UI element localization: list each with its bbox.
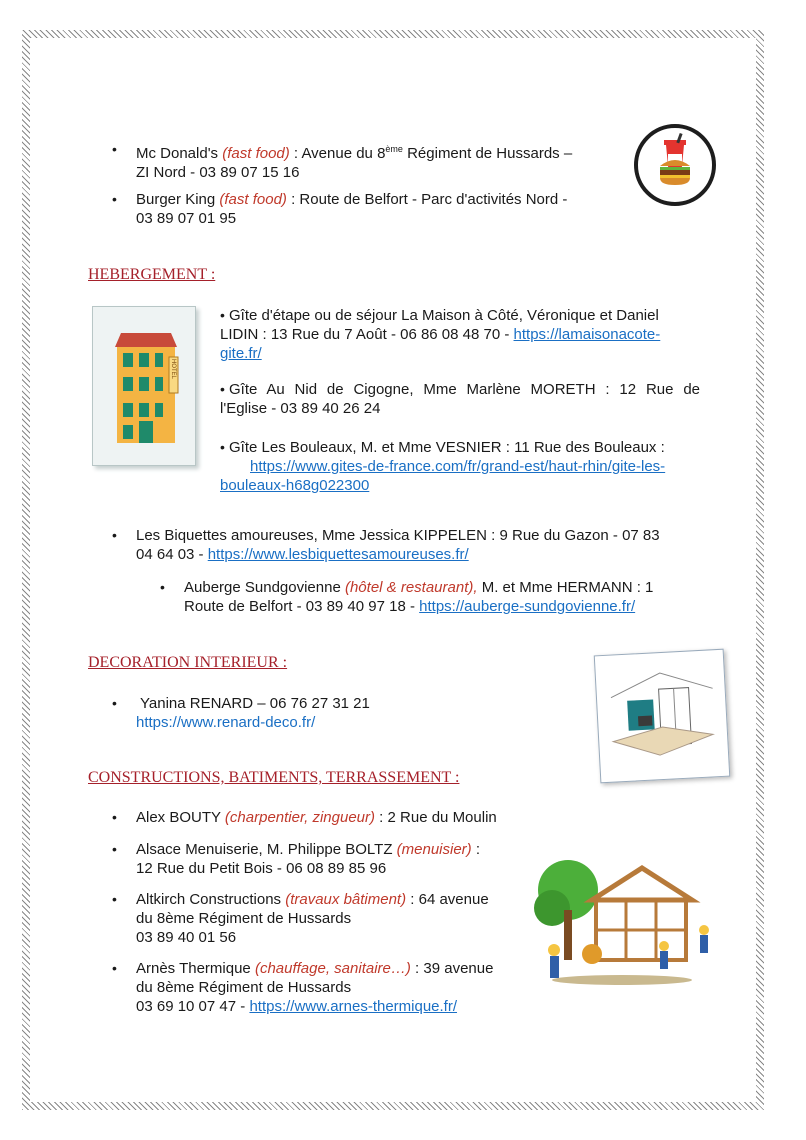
hotel-sign: HOTEL bbox=[170, 359, 176, 380]
list-item: • Alex BOUTY (charpentier, zingueur) : 2 Rue du Moulin bbox=[112, 809, 497, 826]
list-item: • Burger King (fast food) : Route de Belfort - Parc d'activités Nord - 03 89 07 01 95 bbox=[112, 191, 568, 227]
link-lesbiquettes[interactable]: https://www.lesbiquettesamoureuses.fr/ bbox=[207, 546, 469, 563]
list-item: • Alsace Menuiserie, M. Philippe BOLTZ (menuisier) : 12 Rue du Petit Bois - 06 08 89 85 96 bbox=[112, 841, 481, 877]
link-gites-de-france-cont[interactable]: bouleaux-h68g022300 bbox=[220, 477, 370, 494]
link-lamaisonacote-cont[interactable]: gite.fr/ bbox=[220, 345, 262, 362]
list-item: • Auberge Sundgovienne (hôtel & restaurant), M. et Mme HERMANN : 1 Route de Belfort - 03 89 40 97 18 - https://auberge-sundgovienne.fr/ bbox=[160, 579, 654, 615]
list-item: • Gîte Au Nid de Cigogne, Mme Marlène MORETH : 12 Rue de l'Eglise - 03 89 40 26 24 bbox=[220, 381, 700, 417]
fast-food-icon bbox=[634, 124, 716, 206]
interior-image bbox=[594, 649, 731, 784]
construction-image bbox=[532, 850, 722, 990]
list-item: • Mc Donald's (fast food) : Avenue du 8ème Régiment de Hussards – ZI Nord - 03 89 07 15 16 bbox=[112, 141, 573, 181]
list-item: • Arnès Thermique (chauffage, sanitaire…) : 39 avenue du 8ème Régiment de Hussards 03 69 10 07 47 - https://www.arnes-thermique.fr/ bbox=[112, 960, 494, 1015]
link-renard-deco[interactable]: https://www.renard-deco.fr/ bbox=[136, 714, 316, 731]
list-item: • Yanina RENARD – 06 76 27 31 21 https://www.renard-deco.fr/ bbox=[112, 695, 370, 731]
hotel-image bbox=[92, 306, 196, 466]
section-heading-hebergement: HEBERGEMENT : bbox=[88, 266, 216, 283]
list-item: • Les Biquettes amoureuses, Mme Jessica KIPPELEN : 9 Rue du Gazon - 07 83 04 64 03 - https://www.lesbiquettesamoureuses.fr/ bbox=[112, 527, 660, 563]
section-heading-decoration: DECORATION INTERIEUR : bbox=[88, 654, 288, 671]
list-item: • Gîte Les Bouleaux, M. et Mme VESNIER : 11 Rue des Bouleaux : https://www.gites-de-france.com/fr/grand-est/haut-rhin/gite-les- bouleaux-h68g022300 bbox=[220, 439, 666, 494]
link-arnes-thermique[interactable]: https://www.arnes-thermique.fr/ bbox=[249, 998, 458, 1015]
list-item: • Altkirch Constructions (travaux bâtiment) : 64 avenue du 8ème Régiment de Hussards 03 89 40 01 56 bbox=[112, 891, 489, 946]
link-auberge[interactable]: https://auberge-sundgovienne.fr/ bbox=[419, 598, 636, 615]
list-item: • Gîte d'étape ou de séjour La Maison à Côté, Véronique et Daniel LIDIN : 13 Rue du 7 Août - 06 86 08 48 70 - https://lamaisonacote- gite.fr/ bbox=[220, 307, 661, 362]
link-gites-de-france[interactable]: https://www.gites-de-france.com/fr/grand-est/haut-rhin/gite-les- bbox=[250, 458, 666, 475]
link-lamaisonacote[interactable]: https://lamaisonacote- bbox=[513, 326, 661, 343]
section-heading-constructions: CONSTRUCTIONS, BATIMENTS, TERRASSEMENT : bbox=[88, 769, 460, 786]
